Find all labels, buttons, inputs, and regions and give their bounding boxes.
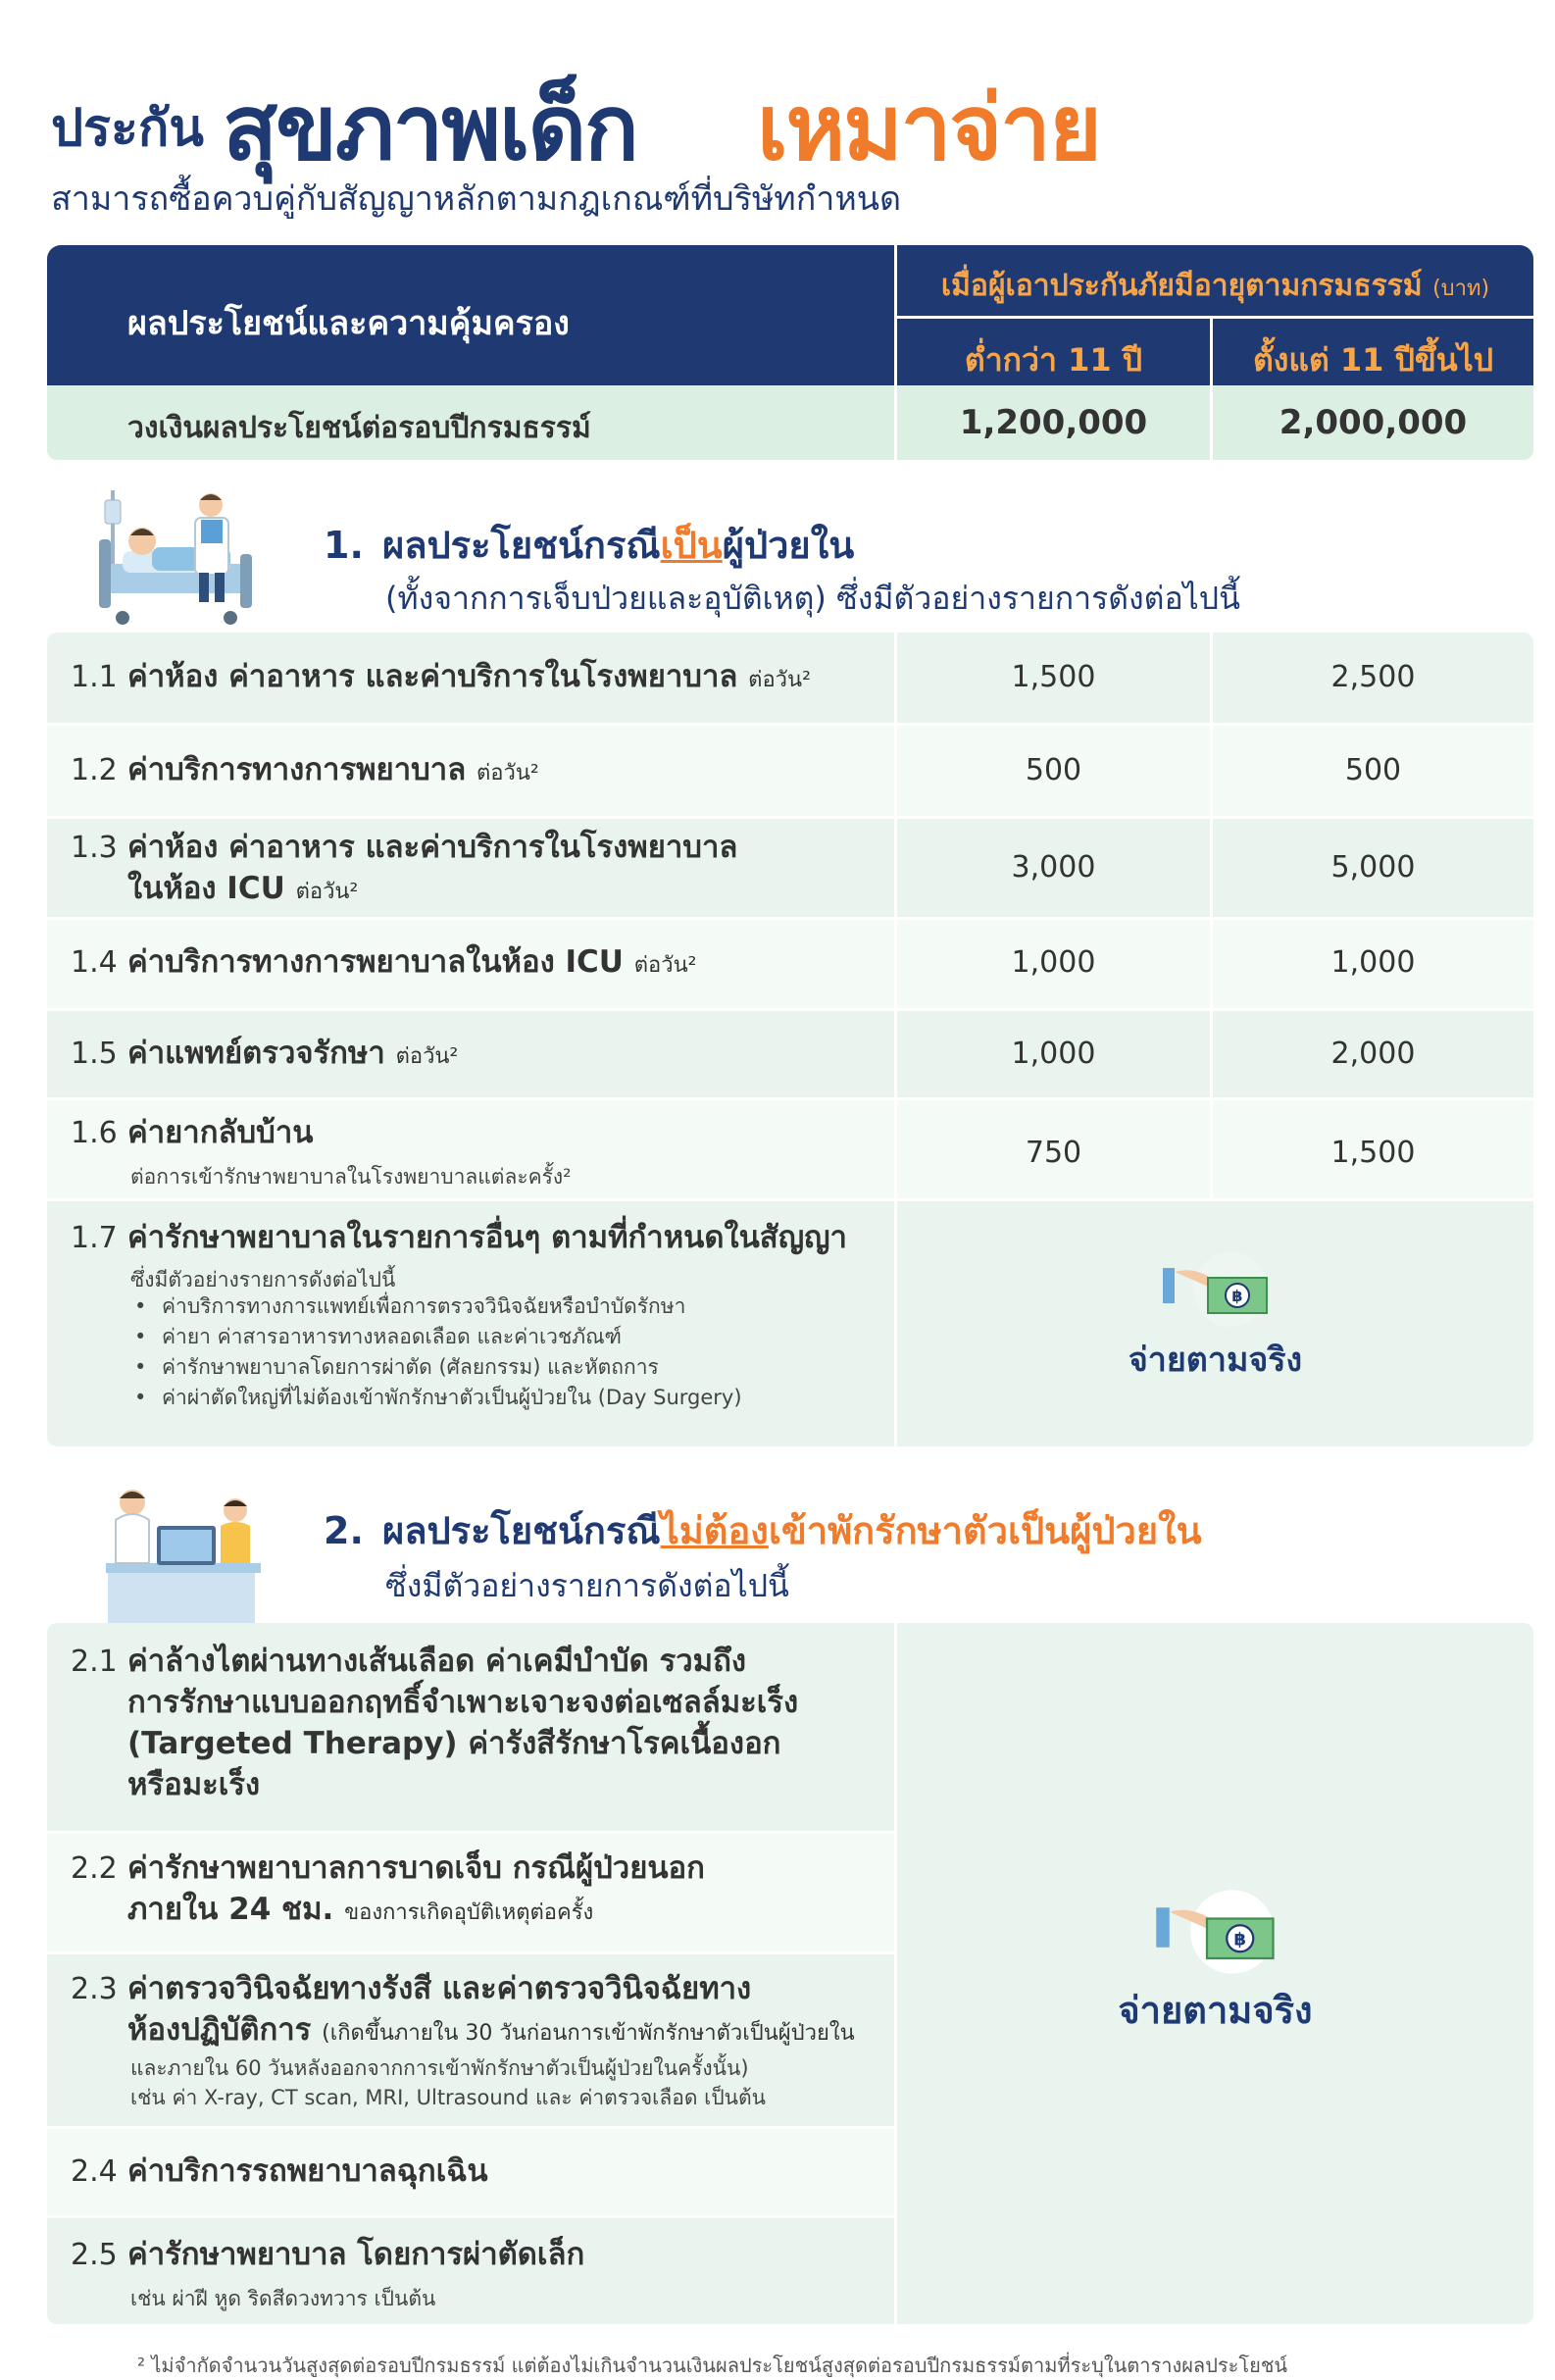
title-prefix: ประกัน xyxy=(51,99,204,158)
actual-cost-label: จ่ายตามจริง xyxy=(1128,1341,1303,1380)
title-accent: เหมาจ่าย xyxy=(757,76,1100,180)
section2-subheading: ซึ่งมีตัวอย่างรายการดังต่อไปนี้ xyxy=(385,1567,789,1604)
table-row: 1.2 ค่าบริการทางการพยาบาล ต่อวัน² 500 500 xyxy=(47,726,1533,816)
annual-limit-row xyxy=(47,385,1533,460)
annual-limit-under-11: 1,200,000 xyxy=(959,403,1148,442)
table-row: 1.3 ค่าห้อง ค่าอาหาร และค่าบริการในโรงพยาบาล ในห้อง ICU ต่อวัน² 3,000 5,000 xyxy=(71,830,1416,906)
table-row: 2.2 ค่ารักษาพยาบาลการบาดเจ็บ กรณีผู้ป่วยนอก ภายใน 24 ชม. ของการเกิดอุบัติเหตุต่อครั้ง xyxy=(47,1834,1533,1951)
section2-heading: 2. ผลประโยชน์กรณีไม่ต้องเข้าพักรักษาตัวเป็นผู้ป่วยใน xyxy=(324,1509,1202,1552)
table-row: 1.4 ค่าบริการทางการพยาบาลในห้อง ICU ต่อวัน² 1,000 1,000 xyxy=(47,920,1533,1008)
subtitle: สามารถซื้อควบคู่กับสัญญาหลักตามกฎเกณฑ์ที่บริษัทกำหนด xyxy=(51,179,902,219)
table-row: 1.1 ค่าห้อง ค่าอาหาร และค่าบริการในโรงพยาบาล ต่อวัน² 1,500 2,500 xyxy=(71,659,1416,694)
footnote: ² ไม่จำกัดจำนวนวันสูงสุดต่อรอบปีกรมธรรม์ แต่ต้องไม่เกินจำนวนเงินผลประโยชน์สูงสุดต่อรอบปีกรมธรรม์ตามที่ระบุในตารางผลประโยชน์ xyxy=(137,2354,1288,2377)
table-row: 1.7 ค่ารักษาพยาบาลในรายการอื่นๆ ตามที่กำหนดในสัญญา ซึ่งมีตัวอย่างรายการดังต่อไปนี้ • ค่าบริการทางการแพทย์เพื่อการตรวจวินิจฉัยหรือบำบัดรักษา • ค่ายา ค่าสารอาหารทางหลอดเลือด และค่าเวชภัณฑ์ • ค่ารักษาพยาบาลโดยการผ่าตัด (ศัลยกรรม) และหัตถการ • ค่าผ่าตัดใหญ่ที่ไม่ต้องเข้าพักรักษาตัวเป็นผู้ป่วยใน (Day Surgery) ฿ จ่ายตามจริง xyxy=(47,1201,1533,1446)
table-row: 2.5 ค่ารักษาพยาบาล โดยการผ่าตัดเล็ก เช่น ผ่าฝี หูด ริดสีดวงทวาร เป็นต้น xyxy=(71,2237,585,2310)
svg-text:฿: ฿ xyxy=(1232,1929,1246,1950)
actual-cost-box xyxy=(897,1888,1533,2040)
hospital-bed-doctor-icon xyxy=(93,471,270,642)
actual-cost-label: จ่ายตามจริง xyxy=(1118,1989,1313,2032)
list-item: • ค่าผ่าตัดใหญ่ที่ไม่ต้องเข้าพักรักษาตัวเป็นผู้ป่วยใน (Day Surgery) xyxy=(130,1383,742,1413)
currency-label: (บาท) xyxy=(1432,277,1490,301)
table-row: 2.4 ค่าบริการรถพยาบาลฉุกเฉิน xyxy=(47,2129,1533,2215)
benefits-column-label: ผลประโยชน์และความคุ้มครอง xyxy=(127,304,570,343)
page-title xyxy=(51,47,1512,180)
section1-subheading: (ทั้งจากการเจ็บป่วยและอุบัติเหตุ) ซึ่งมีตัวอย่างรายการดังต่อไปนี้ xyxy=(385,580,1240,617)
title-main: สุขภาพเด็ก xyxy=(223,76,637,180)
svg-text:฿: ฿ xyxy=(1230,1287,1243,1305)
list-item: • ค่ารักษาพยาบาลโดยการผ่าตัด (ศัลยกรรม) และหัตถการ xyxy=(130,1352,742,1383)
section1-heading: 1. ผลประโยชน์กรณีเป็นผู้ป่วยใน xyxy=(324,524,855,567)
annual-limit-11-plus: 2,000,000 xyxy=(1279,403,1468,442)
list-item: • ค่ายา ค่าสารอาหารทางหลอดเลือด และค่าเวชภัณฑ์ xyxy=(130,1322,742,1352)
examples-list xyxy=(130,1291,742,1413)
annual-limit-label: วงเงินผลประโยชน์ต่อรอบปีกรมธรรม์ xyxy=(127,411,591,445)
list-item: • ค่าบริการทางการแพทย์เพื่อการตรวจวินิจฉัยหรือบำบัดรักษา xyxy=(130,1291,742,1322)
actual-cost-box xyxy=(897,1250,1533,1386)
age-column-label: เมื่อผู้เอาประกันภัยมีอายุตามกรมธรรม์ (บาท) xyxy=(940,269,1490,303)
benefit-table-header xyxy=(47,245,1533,385)
hand-money-icon xyxy=(1157,1250,1275,1329)
doctor-consultation-icon xyxy=(98,1471,275,1638)
table-row: 1.6 ค่ายากลับบ้าน ต่อการเข้ารักษาพยาบาลในโรงพยาบาลแต่ละครั้ง² 750 1,500 xyxy=(47,1100,1533,1198)
section2-table xyxy=(47,1623,1533,2324)
section1-table xyxy=(47,633,1533,1446)
age-col-11-plus: ตั้งแต่ 11 ปีขึ้นไป xyxy=(1252,341,1494,379)
age-col-under-11: ต่ำกว่า 11 ปี xyxy=(964,341,1143,379)
table-row: 2.1 ค่าล้างไตผ่านทางเส้นเลือด ค่าเคมีบำบัด รวมถึง การรักษาแบบออกฤทธิ์จำเพาะเจาะจงต่อเซลล์มะเร็ง (Targeted Therapy) ค่ารังสีรักษาโรคเนื้องอก หรือมะเร็ง xyxy=(71,1644,799,1802)
table-row: 1.5 ค่าแพทย์ตรวจรักษา ต่อวัน² 1,000 2,000 xyxy=(71,1036,1416,1071)
hand-money-icon xyxy=(1147,1888,1284,1976)
table-row: 2.3 ค่าตรวจวินิจฉัยทางรังสี และค่าตรวจวินิจฉัยทาง ห้องปฏิบัติการ (เกิดขึ้นภายใน 30 วันก่อนการเข้าพักรักษาตัวเป็นผู้ป่วยใน และภายใน 60 วันหลังออกจากการเข้าพักรักษาตัวเป็นผู้ป่วยในครั้งนั้น) เช่น ค่า X-ray, CT scan, MRI, Ultrasound และ ค่าตรวจเลือด เป็นต้น xyxy=(71,1971,855,2109)
